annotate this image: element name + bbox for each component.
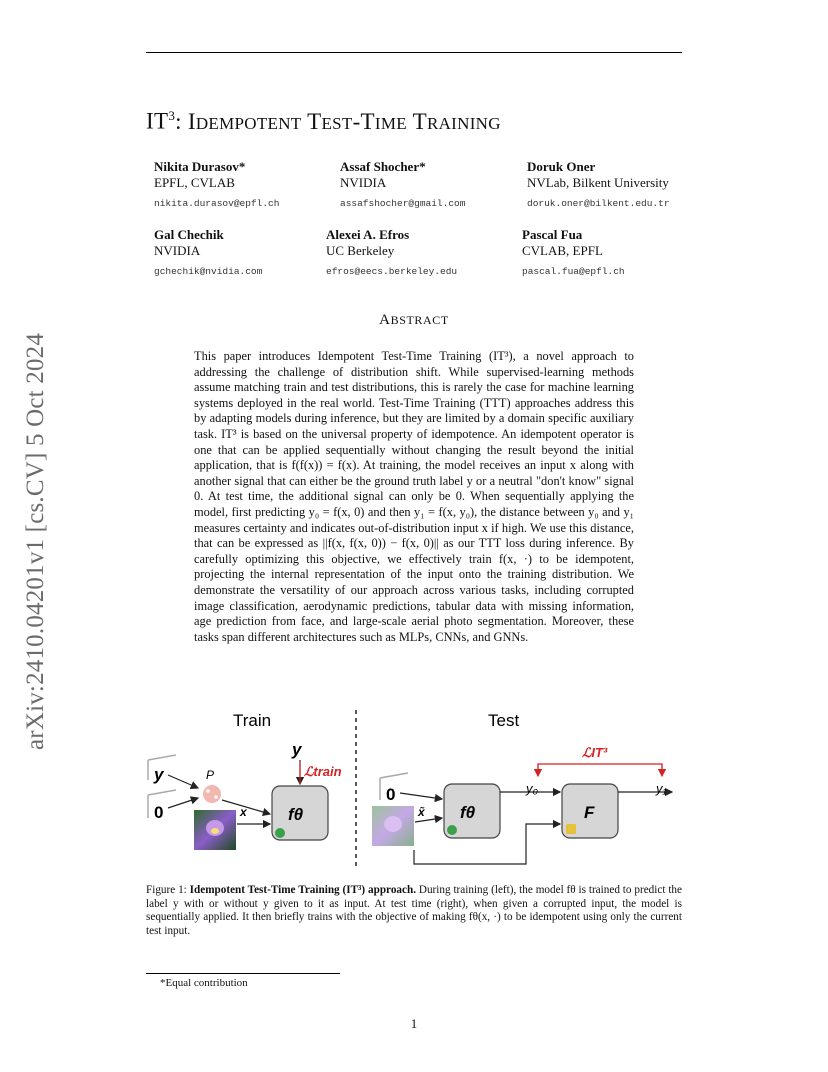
f-frozen-block [562,784,618,838]
author-block: Doruk Oner NVLab, Bilkent University doruk.oner@bilkent.edu.tr [527,159,670,209]
arxiv-identifier: arXiv:2410.04201v1 [cs.CV] 5 Oct 2024 [22,332,49,750]
svg-text:F: F [584,803,595,822]
svg-text:0: 0 [386,785,396,804]
svg-text:0: 0 [154,803,164,822]
y1-label: y₁ [656,781,667,796]
p-label: P [206,768,215,782]
f-theta-test-block [444,784,500,838]
author-block: Nikita Durasov* EPFL, CVLAB nikita.durasov@epfl.ch [154,159,280,209]
train-input-image [194,810,236,850]
y-input-box [148,755,176,784]
y-output-label: y [292,740,302,759]
svg-text:fθ: fθ [460,803,476,822]
test-label: Test [488,711,520,730]
page-number: 1 [410,1016,418,1031]
paper-title: $IT^3$: IDEMPOTENT TEST-TIME TRAINING [146,108,501,134]
figure-diagram [146,700,686,870]
train-label: Train [233,711,272,730]
x-label: x [240,805,247,819]
test-input-image [372,806,414,846]
abstract-heading: ABSTRACT [379,312,449,328]
svg-text:fθ: fθ [288,805,304,824]
footnote-rule [146,973,340,974]
author-block: Assaf Shocher* NVIDIA assafshocher@gmail.com [340,159,466,209]
y0-label: y₀ [526,781,538,796]
top-rule [146,52,682,53]
f-theta-train-block [272,786,328,840]
x-tilde-label: x̃ [418,805,425,819]
loss-it3-label: ℒIT³ [582,745,608,760]
author-block: Alexei A. Efros UC Berkeley efros@eecs.berkeley.edu [326,227,458,277]
zero-test-box [380,773,408,804]
author-block: Pascal Fua CVLAB, EPFL pascal.fua@epfl.ch [522,227,625,277]
zero-input-box [148,790,176,822]
svg-text:y: y [154,765,164,784]
abstract-body: This paper introduces Idempotent Test-Time Training (IT³), a novel approach to addressing the challenge of distribution shift. While supervised-learning methods assume matching train and test distributions, this is rarely the case for machine learning systems deployed in the real world. Test-Time Training (TTT) approaches address this by adapting models during inference, but they are limited by a domain specific auxiliary task. IT³ is based on the universal property of idempotence. An idempotent operator is one that can be applied sequentially without changing the result beyond the initial application, that is f(f(x)) = f(x). At training, the model receives an input x along with another signal that can either be the ground truth label y or a neutral "don't know" signal 0. At test time, the additional signal can only be 0. When sequentially applying the model, first predicting y₀ = f(x, 0) and then y₁ = f(x, y₀), the distance between y₀ and y₁ measures certainty and indicates out-of-distribution input x if high. We use this distance, that can be expressed as ||f(x, f(x, 0)) − f(x, 0)|| as our TTT loss during inference. By carefully optimizing this objective, we effectively train f(x, ·) to be idempotent, projecting the internal representation of the input onto the training distribution. We demonstrate the versatility of our approach across various tasks, including corrupted image classification, aerodynamic predictions, tabular data with missing information, age prediction from face, and large-scale aerial photo segmentation. Moreover, these tasks span different architectures such as MLPs, CNNs, and GNNs. [194,349,634,644]
loss-train-label: ℒtrain [304,764,342,779]
random-choice-icon [203,785,221,803]
footnote: *Equal contribution [160,977,248,989]
author-block: Gal Chechik NVIDIA gchechik@nvidia.com [154,227,263,277]
figure-caption: Figure 1: Idempotent Test-Time Training (IT³) approach. During training (left), the model fθ is trained to predict the label y with or without y given to it as input. At test time (right), when given a corrupted input, the model is sequentially applied. It then briefly trains with the objective of making fθ(x, ·) to be idempotent using only the current test input. [146,884,682,937]
